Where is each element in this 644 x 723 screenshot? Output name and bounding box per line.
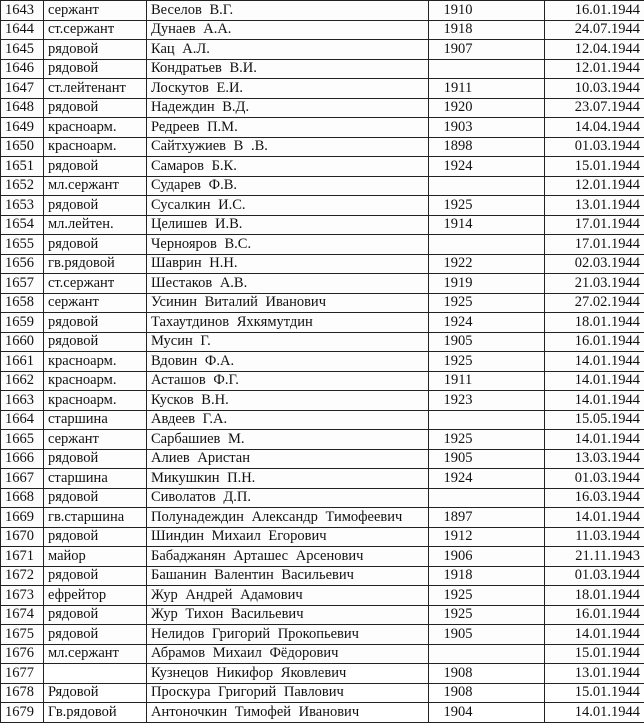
rank-cell: [44, 664, 147, 684]
birth-year-cell: [429, 410, 545, 430]
rank-cell: рядовой: [44, 625, 147, 645]
date-cell: 13.01.1944: [545, 664, 644, 684]
table-row: [1, 664, 644, 684]
table-row: [1, 625, 644, 645]
record-number: 1678: [1, 683, 44, 703]
record-number: 1669: [1, 508, 44, 528]
date-cell: 24.07.1944: [545, 20, 644, 40]
record-number: 1658: [1, 293, 44, 313]
date-cell: 17.01.1944: [545, 235, 644, 255]
record-number: 1652: [1, 176, 44, 196]
rank-cell: мл.лейтен.: [44, 215, 147, 235]
full-name-cell: Вдовин Ф.А.: [147, 352, 429, 372]
birth-year-cell: 1925: [429, 430, 545, 450]
record-number: 1647: [1, 79, 44, 99]
table-row: [1, 430, 644, 450]
table-row: [1, 586, 644, 606]
record-number: 1672: [1, 566, 44, 586]
date-cell: 15.01.1944: [545, 683, 644, 703]
full-name-cell: Антоночкин Тимофей Иванович: [147, 703, 429, 723]
full-name-cell: Жур Андрей Адамович: [147, 586, 429, 606]
table-row: [1, 410, 644, 430]
date-cell: 16.01.1944: [545, 332, 644, 352]
birth-year-cell: 1925: [429, 586, 545, 606]
full-name-cell: Мусин Г.: [147, 332, 429, 352]
record-number: 1649: [1, 118, 44, 138]
full-name-cell: Сарбашиев М.: [147, 430, 429, 450]
rank-cell: рядовой: [44, 332, 147, 352]
birth-year-cell: 1903: [429, 118, 545, 138]
birth-year-cell: 1897: [429, 508, 545, 528]
birth-year-cell: 1918: [429, 566, 545, 586]
birth-year-cell: 1925: [429, 196, 545, 216]
full-name-cell: Усинин Виталий Иванович: [147, 293, 429, 313]
record-number: 1662: [1, 371, 44, 391]
date-cell: 14.01.1944: [545, 352, 644, 372]
full-name-cell: Целишев И.В.: [147, 215, 429, 235]
record-number: 1651: [1, 157, 44, 177]
table-row: [1, 605, 644, 625]
date-cell: 11.03.1944: [545, 527, 644, 547]
rank-cell: рядовой: [44, 59, 147, 79]
rank-cell: старшина: [44, 410, 147, 430]
birth-year-cell: 1923: [429, 391, 545, 411]
rank-cell: рядовой: [44, 566, 147, 586]
birth-year-cell: 1898: [429, 137, 545, 157]
table-row: [1, 118, 644, 138]
rank-cell: мл.сержант: [44, 176, 147, 196]
full-name-cell: Шиндин Михаил Егорович: [147, 527, 429, 547]
table-row: [1, 1, 644, 21]
rank-cell: рядовой: [44, 196, 147, 216]
table-row: [1, 98, 644, 118]
date-cell: 14.01.1944: [545, 391, 644, 411]
full-name-cell: Чернояров В.С.: [147, 235, 429, 255]
record-number: 1655: [1, 235, 44, 255]
birth-year-cell: 1911: [429, 79, 545, 99]
rank-cell: красноарм.: [44, 118, 147, 138]
date-cell: 01.03.1944: [545, 137, 644, 157]
birth-year-cell: 1911: [429, 371, 545, 391]
date-cell: 15.01.1944: [545, 644, 644, 664]
table-row: [1, 352, 644, 372]
birth-year-cell: 1907: [429, 40, 545, 60]
date-cell: 21.03.1944: [545, 274, 644, 294]
rank-cell: гв.старшина: [44, 508, 147, 528]
date-cell: 12.04.1944: [545, 40, 644, 60]
date-cell: 16.01.1944: [545, 605, 644, 625]
full-name-cell: Жур Тихон Васильевич: [147, 605, 429, 625]
rank-cell: сержант: [44, 430, 147, 450]
record-number: 1659: [1, 313, 44, 333]
table-row: [1, 527, 644, 547]
table-row: [1, 176, 644, 196]
full-name-cell: Проскура Григорий Павлович: [147, 683, 429, 703]
full-name-cell: Башанин Валентин Васильевич: [147, 566, 429, 586]
rank-cell: рядовой: [44, 605, 147, 625]
table-row: [1, 449, 644, 469]
table-row: [1, 235, 644, 255]
birth-year-cell: [429, 488, 545, 508]
record-number: 1677: [1, 664, 44, 684]
rank-cell: мл.сержант: [44, 644, 147, 664]
date-cell: 14.01.1944: [545, 371, 644, 391]
record-number: 1671: [1, 547, 44, 567]
record-number: 1661: [1, 352, 44, 372]
birth-year-cell: 1925: [429, 293, 545, 313]
record-number: 1644: [1, 20, 44, 40]
full-name-cell: Абрамов Михаил Фёдорович: [147, 644, 429, 664]
birth-year-cell: [429, 59, 545, 79]
table-row: [1, 469, 644, 489]
record-number: 1670: [1, 527, 44, 547]
record-number: 1675: [1, 625, 44, 645]
table-row: [1, 20, 644, 40]
date-cell: 14.04.1944: [545, 118, 644, 138]
rank-cell: гв.рядовой: [44, 254, 147, 274]
birth-year-cell: [429, 235, 545, 255]
rank-cell: майор: [44, 547, 147, 567]
full-name-cell: Самаров Б.К.: [147, 157, 429, 177]
full-name-cell: Веселов В.Г.: [147, 1, 429, 21]
rank-cell: рядовой: [44, 235, 147, 255]
rank-cell: красноарм.: [44, 371, 147, 391]
birth-year-cell: 1924: [429, 313, 545, 333]
birth-year-cell: 1925: [429, 352, 545, 372]
date-cell: 18.01.1944: [545, 313, 644, 333]
record-number: 1660: [1, 332, 44, 352]
date-cell: 01.03.1944: [545, 469, 644, 489]
record-number: 1653: [1, 196, 44, 216]
table-row: [1, 488, 644, 508]
date-cell: 12.01.1944: [545, 59, 644, 79]
full-name-cell: Полунадеждин Александр Тимофеевич: [147, 508, 429, 528]
birth-year-cell: 1904: [429, 703, 545, 723]
birth-year-cell: 1905: [429, 625, 545, 645]
record-number: 1656: [1, 254, 44, 274]
full-name-cell: Сиволатов Д.П.: [147, 488, 429, 508]
date-cell: 27.02.1944: [545, 293, 644, 313]
date-cell: 16.01.1944: [545, 1, 644, 21]
date-cell: 14.01.1944: [545, 625, 644, 645]
table-row: [1, 547, 644, 567]
table-row: [1, 293, 644, 313]
record-number: 1674: [1, 605, 44, 625]
full-name-cell: Бабаджанян Арташес Арсенович: [147, 547, 429, 567]
rank-cell: ефрейтор: [44, 586, 147, 606]
birth-year-cell: 1925: [429, 605, 545, 625]
full-name-cell: Авдеев Г.А.: [147, 410, 429, 430]
record-number: 1673: [1, 586, 44, 606]
table-row: [1, 59, 644, 79]
rank-cell: красноарм.: [44, 391, 147, 411]
record-number: 1646: [1, 59, 44, 79]
full-name-cell: Кузнецов Никифор Яковлевич: [147, 664, 429, 684]
rank-cell: ст.сержант: [44, 20, 147, 40]
full-name-cell: Надеждин В.Д.: [147, 98, 429, 118]
full-name-cell: Кондратьев В.И.: [147, 59, 429, 79]
full-name-cell: Сударев Ф.В.: [147, 176, 429, 196]
rank-cell: рядовой: [44, 527, 147, 547]
full-name-cell: Редреев П.М.: [147, 118, 429, 138]
table-body: [1, 1, 644, 723]
table-row: [1, 196, 644, 216]
record-number: 1679: [1, 703, 44, 723]
full-name-cell: Дунаев А.А.: [147, 20, 429, 40]
rank-cell: рядовой: [44, 449, 147, 469]
record-number: 1676: [1, 644, 44, 664]
full-name-cell: Алиев Аристан: [147, 449, 429, 469]
rank-cell: красноарм.: [44, 137, 147, 157]
full-name-cell: Шестаков А.В.: [147, 274, 429, 294]
date-cell: 17.01.1944: [545, 215, 644, 235]
date-cell: 15.01.1944: [545, 157, 644, 177]
table-row: [1, 157, 644, 177]
birth-year-cell: [429, 176, 545, 196]
table-row: [1, 79, 644, 99]
birth-year-cell: 1924: [429, 157, 545, 177]
date-cell: 12.01.1944: [545, 176, 644, 196]
record-number: 1664: [1, 410, 44, 430]
birth-year-cell: 1922: [429, 254, 545, 274]
table-row: [1, 508, 644, 528]
rank-cell: Гв.рядовой: [44, 703, 147, 723]
date-cell: 14.01.1944: [545, 430, 644, 450]
record-number: 1645: [1, 40, 44, 60]
table-row: [1, 313, 644, 333]
date-cell: 14.01.1944: [545, 508, 644, 528]
record-number: 1665: [1, 430, 44, 450]
table-row: [1, 371, 644, 391]
birth-year-cell: 1905: [429, 449, 545, 469]
full-name-cell: Асташов Ф.Г.: [147, 371, 429, 391]
table-row: [1, 254, 644, 274]
full-name-cell: Нелидов Григорий Прокопьевич: [147, 625, 429, 645]
table-row: [1, 40, 644, 60]
rank-cell: старшина: [44, 469, 147, 489]
full-name-cell: Кусков В.Н.: [147, 391, 429, 411]
table-row: [1, 566, 644, 586]
birth-year-cell: 1924: [429, 469, 545, 489]
record-number: 1654: [1, 215, 44, 235]
date-cell: 15.05.1944: [545, 410, 644, 430]
full-name-cell: Сайтхужиев В .В.: [147, 137, 429, 157]
date-cell: 13.03.1944: [545, 449, 644, 469]
rank-cell: рядовой: [44, 313, 147, 333]
birth-year-cell: 1919: [429, 274, 545, 294]
record-number: 1667: [1, 469, 44, 489]
birth-year-cell: 1920: [429, 98, 545, 118]
date-cell: 21.11.1943: [545, 547, 644, 567]
date-cell: 18.01.1944: [545, 586, 644, 606]
birth-year-cell: 1906: [429, 547, 545, 567]
record-number: 1668: [1, 488, 44, 508]
table-row: [1, 703, 644, 723]
date-cell: 01.03.1944: [545, 566, 644, 586]
table-row: [1, 274, 644, 294]
full-name-cell: Кац А.Л.: [147, 40, 429, 60]
birth-year-cell: 1914: [429, 215, 545, 235]
record-number: 1657: [1, 274, 44, 294]
rank-cell: сержант: [44, 1, 147, 21]
date-cell: 14.01.1944: [545, 703, 644, 723]
rank-cell: сержант: [44, 293, 147, 313]
birth-year-cell: 1910: [429, 1, 545, 21]
birth-year-cell: 1918: [429, 20, 545, 40]
birth-year-cell: [429, 644, 545, 664]
record-number: 1650: [1, 137, 44, 157]
rank-cell: ст.сержант: [44, 274, 147, 294]
date-cell: 23.07.1944: [545, 98, 644, 118]
record-number: 1666: [1, 449, 44, 469]
date-cell: 02.03.1944: [545, 254, 644, 274]
date-cell: 10.03.1944: [545, 79, 644, 99]
rank-cell: рядовой: [44, 488, 147, 508]
rank-cell: ст.лейтенант: [44, 79, 147, 99]
record-number: 1663: [1, 391, 44, 411]
table-row: [1, 391, 644, 411]
birth-year-cell: 1908: [429, 683, 545, 703]
table-row: [1, 215, 644, 235]
record-number: 1643: [1, 1, 44, 21]
birth-year-cell: 1905: [429, 332, 545, 352]
birth-year-cell: 1908: [429, 664, 545, 684]
rank-cell: рядовой: [44, 157, 147, 177]
date-cell: 16.03.1944: [545, 488, 644, 508]
table-row: [1, 683, 644, 703]
table-row: [1, 332, 644, 352]
rank-cell: рядовой: [44, 98, 147, 118]
full-name-cell: Шаврин Н.Н.: [147, 254, 429, 274]
date-cell: 13.01.1944: [545, 196, 644, 216]
rank-cell: красноарм.: [44, 352, 147, 372]
birth-year-cell: 1912: [429, 527, 545, 547]
full-name-cell: Лоскутов Е.И.: [147, 79, 429, 99]
full-name-cell: Сусалкин И.С.: [147, 196, 429, 216]
rank-cell: рядовой: [44, 40, 147, 60]
full-name-cell: Тахаутдинов Яхкямутдин: [147, 313, 429, 333]
rank-cell: Рядовой: [44, 683, 147, 703]
table-row: [1, 137, 644, 157]
table-row: [1, 644, 644, 664]
record-number: 1648: [1, 98, 44, 118]
full-name-cell: Микушкин П.Н.: [147, 469, 429, 489]
